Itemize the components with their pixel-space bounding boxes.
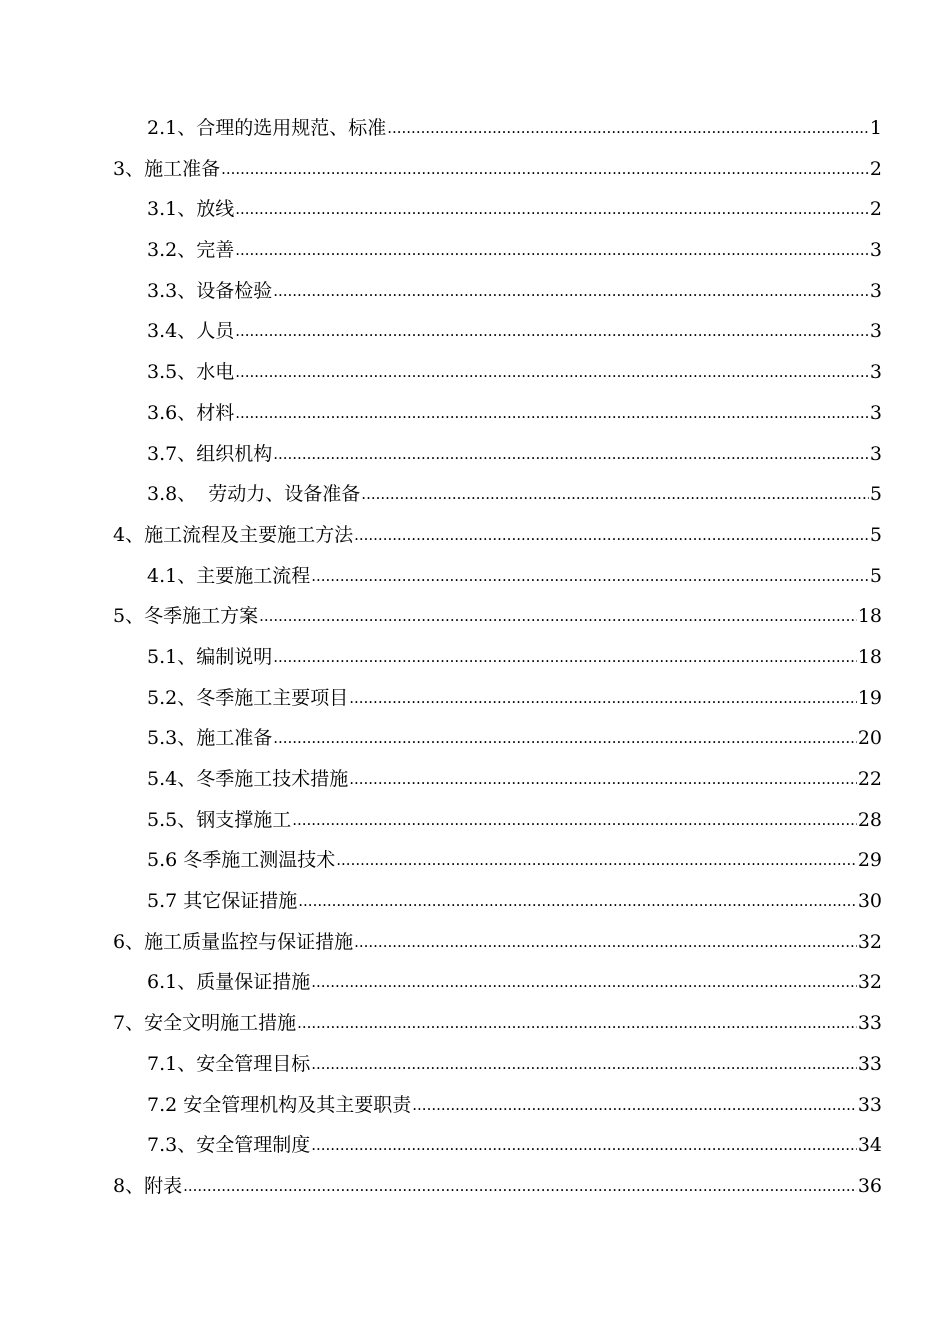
toc-entry[interactable] xyxy=(0,434,950,475)
toc-dot-leader xyxy=(298,881,857,922)
toc-dot-leader xyxy=(361,474,869,515)
toc-entry-page-number: 5 xyxy=(869,483,882,506)
toc-entry-page-number: 3 xyxy=(869,320,882,343)
toc-entry-page-number: 3 xyxy=(869,361,882,384)
toc-entry[interactable] xyxy=(0,962,950,1003)
toc-entry[interactable] xyxy=(0,678,950,719)
toc-entry-page-number: 3 xyxy=(869,239,882,262)
toc-entry-page-number: 2 xyxy=(869,198,882,221)
toc-entry-page-number: 5 xyxy=(869,564,882,587)
toc-dot-leader xyxy=(311,962,857,1003)
toc-dot-leader xyxy=(273,637,857,678)
toc-entry-page-number: 36 xyxy=(857,1174,882,1197)
toc-dot-leader xyxy=(354,922,857,963)
toc-entry[interactable] xyxy=(0,393,950,434)
toc-entry[interactable] xyxy=(0,515,950,556)
toc-entry-label: 5、冬季施工方案 xyxy=(113,605,259,628)
toc-entry-label: 5.2、冬季施工主要项目 xyxy=(147,686,349,709)
toc-entry-label: 3.3、设备检验 xyxy=(147,279,273,302)
toc-dot-leader xyxy=(235,311,869,352)
toc-entry-label: 3.8、 劳动力、设备准备 xyxy=(147,483,361,506)
toc-entry-label: 6、施工质量监控与保证措施 xyxy=(113,930,354,953)
toc-entry[interactable] xyxy=(0,1125,950,1166)
toc-entry-page-number: 22 xyxy=(857,768,882,790)
toc-entry-page-number: 18 xyxy=(857,605,882,628)
toc-dot-leader xyxy=(412,1085,857,1126)
toc-entry[interactable] xyxy=(0,1003,950,1044)
toc-entry-page-number: 33 xyxy=(857,1052,882,1075)
toc-entry-label: 3.4、人员 xyxy=(147,320,235,343)
toc-dot-leader xyxy=(259,596,857,637)
toc-entry-label: 4、施工流程及主要施工方法 xyxy=(113,523,354,546)
toc-dot-leader xyxy=(311,1044,857,1085)
toc-entry-label: 7.3、安全管理制度 xyxy=(147,1134,311,1157)
toc-dot-leader xyxy=(311,556,869,597)
toc-entry[interactable] xyxy=(0,474,950,515)
toc-entry-page-number: 1 xyxy=(869,117,882,139)
toc-entry-label: 7.1、安全管理目标 xyxy=(147,1052,311,1075)
toc-dot-leader xyxy=(311,1125,857,1166)
toc-entry[interactable] xyxy=(0,637,950,678)
toc-dot-leader xyxy=(235,189,869,230)
toc-entry-page-number: 33 xyxy=(857,1093,882,1116)
toc-entry-page-number: 20 xyxy=(857,727,882,750)
toc-entry-page-number: 32 xyxy=(857,971,882,994)
toc-dot-leader xyxy=(349,759,857,800)
toc-entry-page-number: 30 xyxy=(857,890,882,913)
toc-entry-page-number: 19 xyxy=(857,686,882,709)
toc-entry-page-number: 33 xyxy=(857,1012,882,1035)
toc-entry-page-number: 3 xyxy=(869,401,882,424)
toc-dot-leader xyxy=(354,515,869,556)
toc-entry[interactable] xyxy=(0,596,950,637)
toc-dot-leader xyxy=(235,230,869,271)
toc-entry-label: 7、安全文明施工措施 xyxy=(113,1012,297,1035)
toc-entry-page-number: 32 xyxy=(857,930,882,953)
toc-entry-label: 4.1、主要施工流程 xyxy=(147,564,311,587)
toc-entry-label: 3.1、放线 xyxy=(147,198,235,221)
toc-entry[interactable] xyxy=(0,189,950,230)
toc-entry-label: 3.2、完善 xyxy=(147,239,235,262)
toc-entry-label: 5.4、冬季施工技术措施 xyxy=(147,768,349,790)
toc-dot-leader xyxy=(235,393,869,434)
toc-dot-leader xyxy=(183,1166,857,1207)
toc-dot-leader xyxy=(349,678,857,719)
toc-dot-leader xyxy=(273,434,869,475)
toc-entry[interactable] xyxy=(0,149,950,190)
toc-dot-leader xyxy=(273,718,857,759)
toc-entry-label: 2.1、合理的选用规范、标准 xyxy=(147,117,387,139)
toc-entry-label: 5.1、编制说明 xyxy=(147,645,273,668)
toc-entry-label: 3.7、组织机构 xyxy=(147,442,273,465)
toc-entry[interactable] xyxy=(0,311,950,352)
toc-entry-page-number: 3 xyxy=(869,279,882,302)
toc-entry[interactable] xyxy=(0,1044,950,1085)
toc-entry-label: 3.5、水电 xyxy=(147,361,235,384)
toc-entry[interactable] xyxy=(0,352,950,393)
toc-entry[interactable] xyxy=(0,800,950,841)
toc-dot-leader xyxy=(336,840,857,881)
toc-entry[interactable] xyxy=(0,759,950,800)
toc-entry-label: 3.6、材料 xyxy=(147,401,235,424)
toc-entry-label: 7.2 安全管理机构及其主要职责 xyxy=(147,1093,412,1116)
toc-entry-page-number: 18 xyxy=(857,645,882,668)
toc-dot-leader xyxy=(387,108,869,149)
toc-entry-page-number: 28 xyxy=(857,808,882,831)
toc-dot-leader xyxy=(297,1003,857,1044)
toc-entry-label: 5.6 冬季施工测温技术 xyxy=(147,849,336,872)
toc-entry[interactable] xyxy=(0,881,950,922)
toc-dot-leader xyxy=(292,800,857,841)
toc-dot-leader xyxy=(235,352,869,393)
table-of-contents xyxy=(0,108,950,1207)
toc-entry-label: 3、施工准备 xyxy=(113,157,221,180)
toc-entry[interactable] xyxy=(0,108,950,149)
toc-entry[interactable] xyxy=(0,271,950,312)
toc-entry[interactable] xyxy=(0,922,950,963)
toc-dot-leader xyxy=(221,149,869,190)
toc-entry-label: 8、附表 xyxy=(113,1174,183,1197)
toc-entry-label: 5.3、施工准备 xyxy=(147,727,273,750)
toc-entry[interactable] xyxy=(0,1166,950,1207)
toc-entry-page-number: 29 xyxy=(857,849,882,872)
toc-dot-leader xyxy=(273,271,869,312)
toc-entry-label: 5.5、钢支撑施工 xyxy=(147,808,292,831)
toc-entry-page-number: 3 xyxy=(869,442,882,465)
toc-entry[interactable] xyxy=(0,230,950,271)
toc-entry-page-number: 2 xyxy=(869,157,882,180)
toc-entry[interactable] xyxy=(0,1085,950,1126)
toc-entry-label: 5.7 其它保证措施 xyxy=(147,890,298,913)
toc-entry-page-number: 5 xyxy=(869,523,882,546)
toc-entry-page-number: 34 xyxy=(857,1134,882,1157)
toc-entry[interactable] xyxy=(0,556,950,597)
toc-entry-label: 6.1、质量保证措施 xyxy=(147,971,311,994)
toc-entry[interactable] xyxy=(0,840,950,881)
toc-entry[interactable] xyxy=(0,718,950,759)
